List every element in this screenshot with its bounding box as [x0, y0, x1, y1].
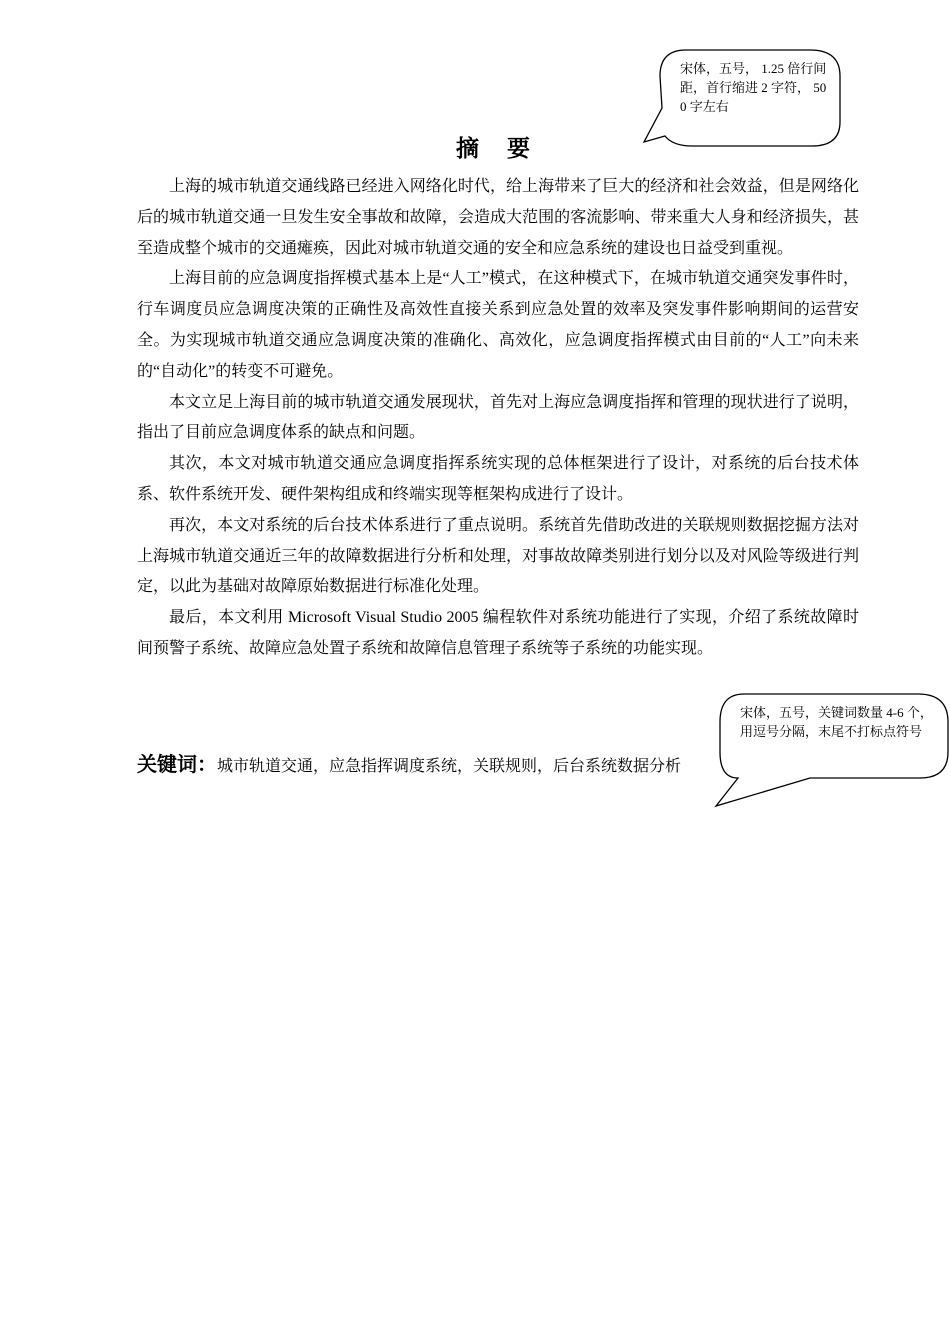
- keywords-line: [137, 750, 681, 781]
- abstract-paragraph: 最后，本文利用 Microsoft Visual Studio 2005 编程软件对系统功能进行了实现，介绍了系统故障时间预警子系统、故障应急处置子系统和故障信息管理子系统等子系统的功能实现。: [137, 609, 859, 657]
- format-callout-top: [640, 48, 842, 144]
- abstract-paragraph: 上海的城市轨道交通线路已经进入网络化时代，给上海带来了巨大的经济和社会效益，但是网络化后的城市轨道交通一旦发生安全事故和故障，会造成大范围的客流影响、带来重大人身和经济损失，甚至造成整个城市的交通瘫痪，因此对城市轨道交通的安全和应急系统的建设也日益受到重视。: [137, 178, 859, 257]
- abstract-body: [137, 172, 859, 665]
- format-callout-keywords: [714, 692, 950, 810]
- abstract-paragraph: 再次，本文对系统的后台技术体系进行了重点说明。系统首先借助改进的关联规则数据挖掘方法对上海城市轨道交通近三年的故障数据进行分析和处理，对事故故障类别进行划分以及对风险等级进行判定，以此为基础对故障原始数据进行标准化处理。: [137, 516, 859, 596]
- callout-top-text: 宋体，五号， 1.25 倍行间距，首行缩进 2 字符， 500 字左右: [680, 61, 827, 114]
- callout-keywords-text: 宋体，五号，关键词数量 4-6 个，用逗号分隔，末尾不打标点符号: [740, 705, 933, 739]
- abstract-paragraph: 本文立足上海目前的城市轨道交通发展现状，首先对上海应急调度指挥和管理的现状进行了说明，指出了目前应急调度体系的缺点和问题。: [137, 393, 859, 442]
- abstract-paragraph: 其次，本文对城市轨道交通应急调度指挥系统实现的总体框架进行了设计，对系统的后台技术体系、软件系统开发、硬件架构组成和终端实现等框架构成进行了设计。: [137, 455, 859, 503]
- keywords-label: 关键词：: [137, 752, 217, 776]
- keywords-value: 城市轨道交通，应急指挥调度系统，关联规则，后台系统数据分析: [217, 758, 682, 775]
- abstract-title: 摘 要: [455, 136, 540, 162]
- abstract-paragraph: 上海目前的应急调度指挥模式基本上是“人工”模式，在这种模式下，在城市轨道交通突发事件时，行车调度员应急调度决策的正确性及高效性直接关系到应急处置的效率及突发事件影响期间的运营安全。为实现城市轨道交通应急调度决策的准确化、高效化，应急调度指挥模式由目前的“人工”向未来的“自动化”的转变不可避免。: [137, 270, 859, 380]
